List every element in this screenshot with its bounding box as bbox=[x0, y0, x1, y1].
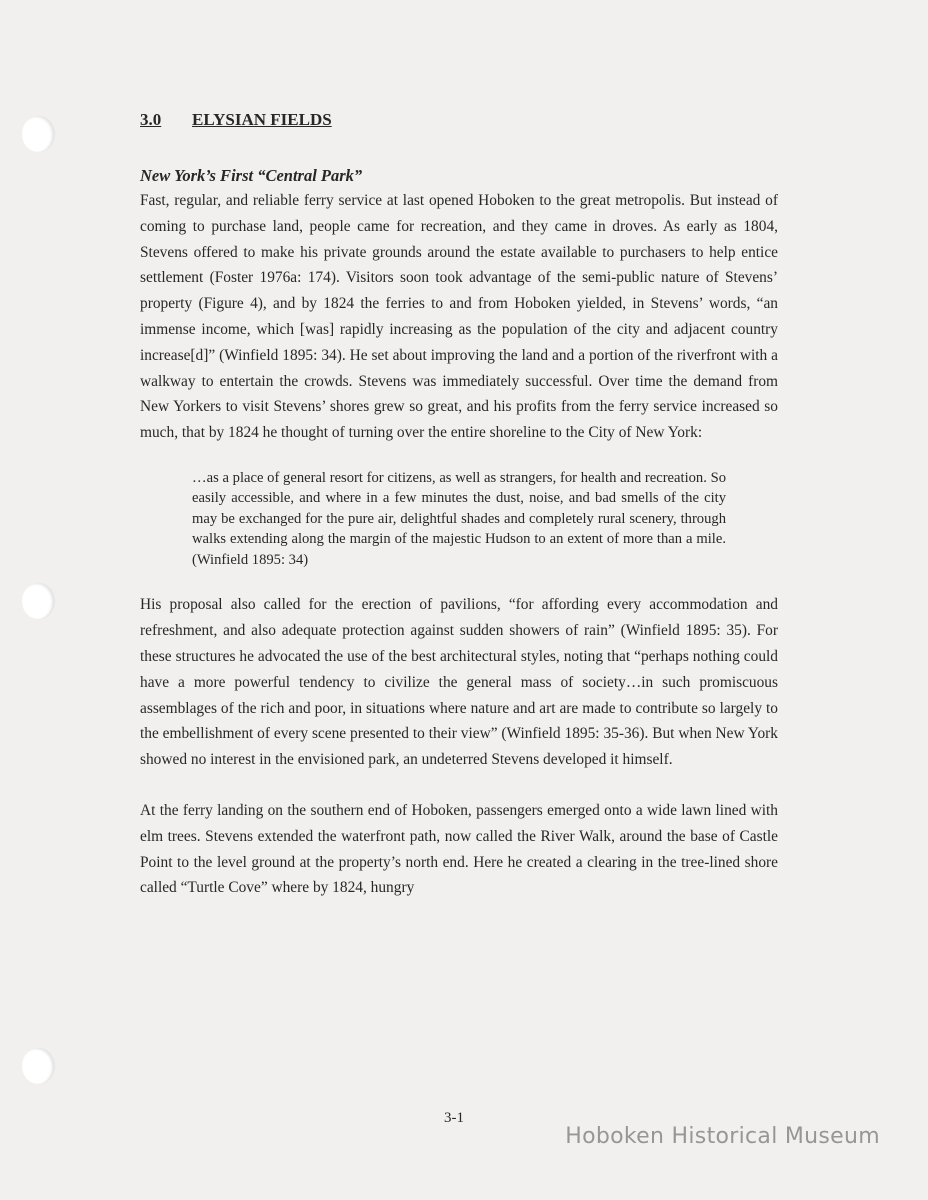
paragraph-3: At the ferry landing on the southern end of Hoboken, passengers emerged onto a wide lawn lined with elm trees. Stevens extended the waterfront path, now called the River Walk, around the base of Castle Point to the level ground at the property’s north end. Here he created a clearing in the tree-lined shore called “Turtle Cove” where by 1824, hungry bbox=[140, 802, 778, 897]
punch-hole bbox=[22, 1048, 54, 1084]
section-title: ELYSIAN FIELDS bbox=[192, 110, 332, 129]
document-page bbox=[140, 110, 778, 901]
block-quote: …as a place of general resort for citizens, as well as strangers, for health and recreation. So easily accessible, and where in a few minutes the dust, noise, and bad smells of the city may be exchanged for the pure air, delightful shades and completely rural scenery, through walks extending along the margin of the majestic Hudson to an extent of more than a mile. (Winfield 1895: 34) bbox=[192, 469, 726, 568]
page-number: 3-1 bbox=[444, 1110, 464, 1126]
punch-hole bbox=[22, 116, 54, 152]
section-number: 3.0 bbox=[140, 110, 162, 129]
paragraph-1: Fast, regular, and reliable ferry service at last opened Hoboken to the great metropolis. But instead of coming to purchase land, people came for recreation, and they came in droves. As early as 1804, Stevens offered to make his private grounds around the estate available to purchasers to help entice settlement (Foster 1976a: 174). Visitors soon took advantage of the semi-public nature of Stevens’ property (Figure 4), and by 1824 the ferries to and from Hoboken yielded, in Stevens’ words, “an immense income, which [was] rapidly increasing as the population of the city and adjacent country increase[d]” (Winfield 1895: 34). He set about improving the land and a portion of the riverfront with a walkway to entertain the crowds. Stevens was immediately successful. Over time the demand from New Yorkers to visit Stevens’ shores grew so great, and his profits from the ferry service increased so much, that by 1824 he thought of turning over the entire shoreline to the City of New York: bbox=[140, 192, 778, 442]
paragraph-2: His proposal also called for the erection of pavilions, “for affording every accommodation and refreshment, and also adequate protection against sudden showers of rain” (Winfield 1895: 35). For these structures he advocated the use of the best architectural styles, noting that “perhaps nothing could have a more powerful tendency to civilize the general mass of society…in such promiscuous assemblages of the rich and poor, in situations where nature and art are made to contribute so largely to the embellishment of every scene presented to their view” (Winfield 1895: 35-36). But when New York showed no interest in the envisioned park, an undeterred Stevens developed it himself. bbox=[140, 596, 778, 769]
watermark: Hoboken Historical Museum bbox=[565, 1124, 880, 1149]
subheading: New York’s First “Central Park” bbox=[140, 166, 363, 185]
punch-hole bbox=[22, 583, 54, 619]
section-heading bbox=[140, 110, 778, 140]
